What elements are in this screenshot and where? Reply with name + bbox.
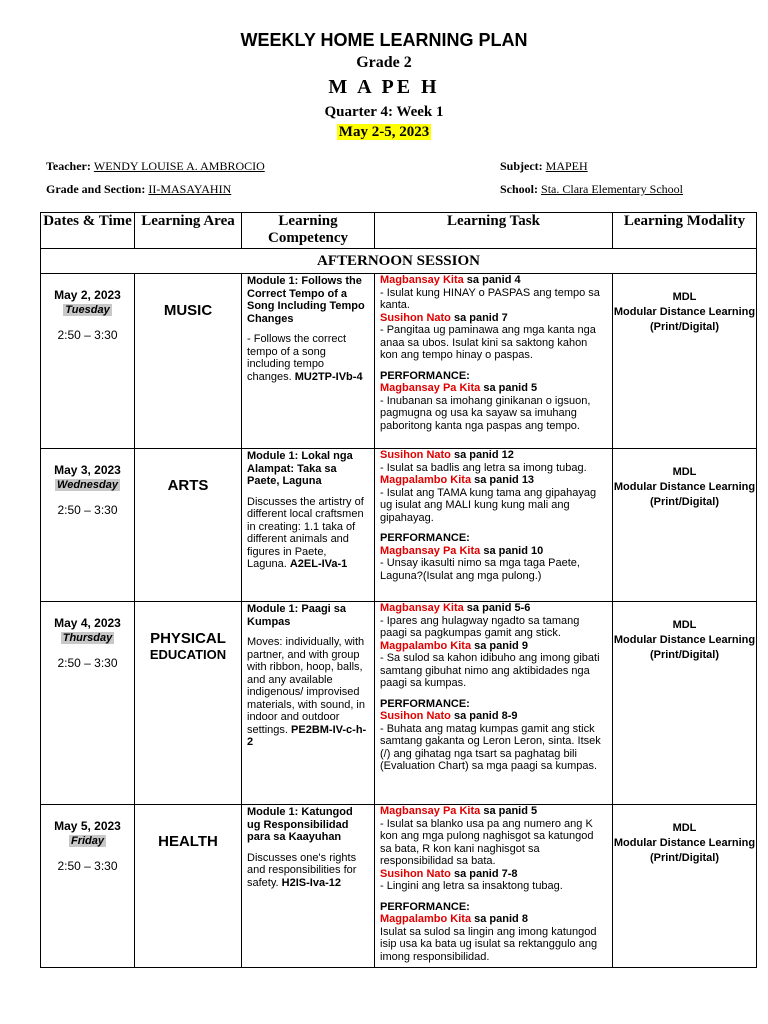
task-page: sa panid 12 (450, 449, 514, 461)
table-row (41, 602, 757, 805)
task-page: sa panid 5-6 (463, 602, 531, 614)
time-text: 2:50 – 3:30 (57, 656, 118, 670)
task-instruction: - Lingini ang letra sa insaktong tubag. (380, 880, 563, 892)
school-value: Sta. Clara Elementary School (541, 182, 683, 196)
school-label: School: (500, 182, 539, 196)
day-text: Thursday (62, 632, 113, 644)
modality-name: Modular Distance Learning (613, 306, 756, 318)
task-activity: Magpalambo Kita (380, 474, 472, 486)
date-text: May 2, 2023 (54, 288, 121, 302)
time-text: 2:50 – 3:30 (57, 503, 118, 517)
task-instruction: - Isulat sa blanko usa pa ang numero ang K kon ang mga pulong naghisgot sa katungod sa bata, R kon kani naghisgot sa responsibilidad sa bata. (380, 817, 594, 867)
modality-name: Modular Distance Learning (613, 634, 756, 646)
modality-code: MDL (672, 291, 697, 303)
modality-cell (613, 602, 757, 805)
task-activity: Magbansay Kita (380, 274, 464, 286)
task-page: sa panid 8-9 (450, 710, 518, 722)
task-page: sa panid 7 (450, 311, 508, 324)
date-text: May 3, 2023 (54, 463, 121, 477)
task-instruction: - Inubanan sa imohang ginikanan o igsuon, pagmugna og usa ka sayaw sa imuhang paboritong kanta nga paspas ang tempo. (380, 394, 591, 432)
header-dates: Dates & Time (41, 213, 135, 249)
task-cell (375, 274, 613, 449)
subject-label: Subject: (500, 159, 543, 173)
grade-heading: Grade 2 (356, 54, 412, 71)
modality-format: (Print/Digital) (649, 496, 720, 508)
table-row (41, 274, 757, 449)
header-area: Learning Area (135, 213, 242, 249)
date-range-heading (0, 124, 768, 141)
task-page: sa panid 5 (480, 382, 538, 394)
teacher-label: Teacher: (46, 159, 91, 173)
competency-code: H2IS-Iva-12 (281, 876, 341, 889)
task-activity: Magbansay Kita (380, 602, 464, 614)
competency-code: PE2BM-IV-c-h-2 (247, 723, 367, 748)
task-instruction: - Isulat kung HINAY o PASPAS ang tempo sa kanta. (380, 286, 600, 311)
area-label: EDUCATION (149, 647, 227, 662)
area-label: MUSIC (163, 302, 213, 319)
quarter-heading: Quarter 4: Week 1 (324, 104, 444, 120)
header-competency: Learning Competency (242, 213, 375, 249)
performance-label: PERFORMANCE: (380, 369, 470, 382)
modality-code: MDL (672, 822, 697, 834)
task-page: sa panid 8 (471, 913, 528, 925)
area-label: PHYSICAL (150, 630, 226, 647)
date-cell (41, 274, 135, 449)
task-instruction: - Isulat sa badlis ang letra sa imong tubag. (380, 461, 587, 474)
subject-value: MAPEH (545, 159, 588, 173)
task-activity: Magbansay Pa Kita (380, 544, 481, 557)
learning-area-cell (135, 449, 242, 602)
session-label: AFTERNOON SESSION (41, 249, 757, 274)
competency-title: Module 1: Follows the Correct Tempo of a Song Including Tempo Changes (247, 275, 365, 325)
task-activity: Susihon Nato (380, 449, 451, 461)
time-text: 2:50 – 3:30 (57, 859, 118, 873)
learning-area-cell (135, 602, 242, 805)
task-activity: Susihon Nato (380, 710, 451, 722)
task-page: sa panid 4 (463, 274, 521, 286)
modality-code: MDL (672, 466, 697, 478)
day-text: Wednesday (57, 479, 118, 491)
competency-desc: - Follows the correct tempo of a song including tempo changes. (247, 333, 347, 383)
competency-desc: Discusses the artistry of different local craftsmen in creating: 1.1 taka of different animals and figures in Paete, Laguna. (247, 495, 364, 570)
task-instruction: - Ipares ang hulagway ngadto sa tamang paagi sa pagkumpas gamit ang stick. (380, 614, 580, 639)
plan-table (40, 212, 757, 968)
subject-info (500, 159, 588, 174)
modality-cell (613, 805, 757, 968)
task-page: sa panid 13 (471, 474, 535, 486)
teacher-name: WENDY LOUISE A. AMBROCIO (93, 159, 265, 173)
modality-format: (Print/Digital) (649, 852, 720, 864)
task-activity: Susihon Nato (380, 867, 451, 880)
teacher-info (46, 159, 265, 174)
time-text: 2:50 – 3:30 (57, 328, 118, 342)
modality-name: Modular Distance Learning (613, 837, 756, 849)
date-cell (41, 602, 135, 805)
date-text: May 5, 2023 (54, 819, 121, 833)
task-instruction: - Isulat ang TAMA kung tama ang gipahayag ug isulat ang MALI kung kung mali ang gipahayag. (380, 486, 597, 524)
header-task: Learning Task (375, 213, 613, 249)
task-instruction: - Buhata ang matag kumpas gamit ang stick samtang gakanta og Leron Leron, sinta. Itsek (/) ang gihatag nga tsart sa paghatag bili (Evaluation Chart) sa mga paagi sa kumpas. (380, 722, 601, 772)
grade-label: Grade and Section: (46, 182, 146, 196)
competency-cell (242, 805, 375, 968)
date-cell (41, 805, 135, 968)
competency-title: Module 1: Katungod ug Responsibilidad para sa Kaayuhan (247, 806, 353, 843)
day-text: Friday (70, 835, 104, 847)
task-instruction: Isulat sa sulod sa lingin ang imong katungod isip usa ka bata ug isulat sa rektanggulo ang imong responsibilidad. (380, 925, 598, 963)
task-cell (375, 602, 613, 805)
task-page: sa panid 10 (480, 544, 544, 557)
task-activity: Magbansay Pa Kita (380, 805, 481, 817)
task-instruction: - Pangitaa ug paminawa ang mga kanta nga anaa sa ubos. Isulat kini sa saktong kahon kon ang tempo hinay o paspas. (380, 324, 596, 361)
date-cell (41, 449, 135, 602)
performance-label: PERFORMANCE: (380, 900, 470, 913)
grade-info (46, 182, 231, 197)
modality-format: (Print/Digital) (649, 321, 720, 333)
task-activity: Magpalambo Kita (380, 913, 472, 925)
task-page: sa panid 9 (471, 639, 528, 652)
plan-title: WEEKLY HOME LEARNING PLAN (240, 30, 528, 50)
learning-area-cell (135, 805, 242, 968)
subject-heading: M A PE H (328, 76, 440, 98)
competency-cell (242, 274, 375, 449)
competency-cell (242, 602, 375, 805)
modality-name: Modular Distance Learning (613, 481, 756, 493)
header-modality: Learning Modality (613, 213, 757, 249)
table-row (41, 449, 757, 602)
competency-code: A2EL-IVa-1 (289, 558, 348, 570)
competency-cell (242, 449, 375, 602)
performance-label: PERFORMANCE: (380, 697, 470, 710)
date-text: May 4, 2023 (54, 616, 121, 630)
learning-area-cell (135, 274, 242, 449)
modality-code: MDL (672, 619, 697, 631)
task-page: sa panid 7-8 (450, 867, 518, 880)
competency-code: MU2TP-IVb-4 (294, 370, 363, 383)
competency-desc: Moves: individually, with partner, and with group with ribbon, hoop, balls, and any available indigenous/ improvised materials, with sound, in indoor and outdoor settings. (247, 636, 365, 736)
school-info (500, 182, 683, 197)
date-range-highlight: May 2-5, 2023 (338, 124, 430, 140)
task-activity: Susihon Nato (380, 311, 451, 324)
table-row (41, 805, 757, 968)
modality-format: (Print/Digital) (649, 649, 720, 661)
task-cell (375, 449, 613, 602)
task-page: sa panid 5 (480, 805, 538, 817)
day-text: Tuesday (65, 304, 110, 316)
area-label: ARTS (167, 477, 209, 494)
modality-cell (613, 274, 757, 449)
grade-section-value: II-MASAYAHIN (148, 182, 232, 196)
competency-title: Module 1: Paagi sa Kumpas (247, 603, 347, 628)
task-instruction: - Unsay ikasulti nimo sa mga taga Paete, Laguna?(Isulat ang mga pulong.) (380, 557, 580, 582)
task-activity: Magpalambo Kita (380, 639, 472, 652)
competency-title: Module 1: Lokal nga Alampat: Taka sa Paete, Laguna (247, 450, 353, 487)
task-cell (375, 805, 613, 968)
competency-desc: Discusses one's rights and responsibilities for safety. (247, 851, 357, 889)
performance-label: PERFORMANCE: (380, 532, 470, 544)
task-instruction: - Sa sulod sa kahon idibuho ang imong gibati samtang gibuhat nimo ang aktibidades nga paagi sa kumpas. (380, 652, 600, 689)
modality-cell (613, 449, 757, 602)
area-label: HEALTH (158, 833, 218, 850)
task-activity: Magbansay Pa Kita (380, 382, 481, 394)
